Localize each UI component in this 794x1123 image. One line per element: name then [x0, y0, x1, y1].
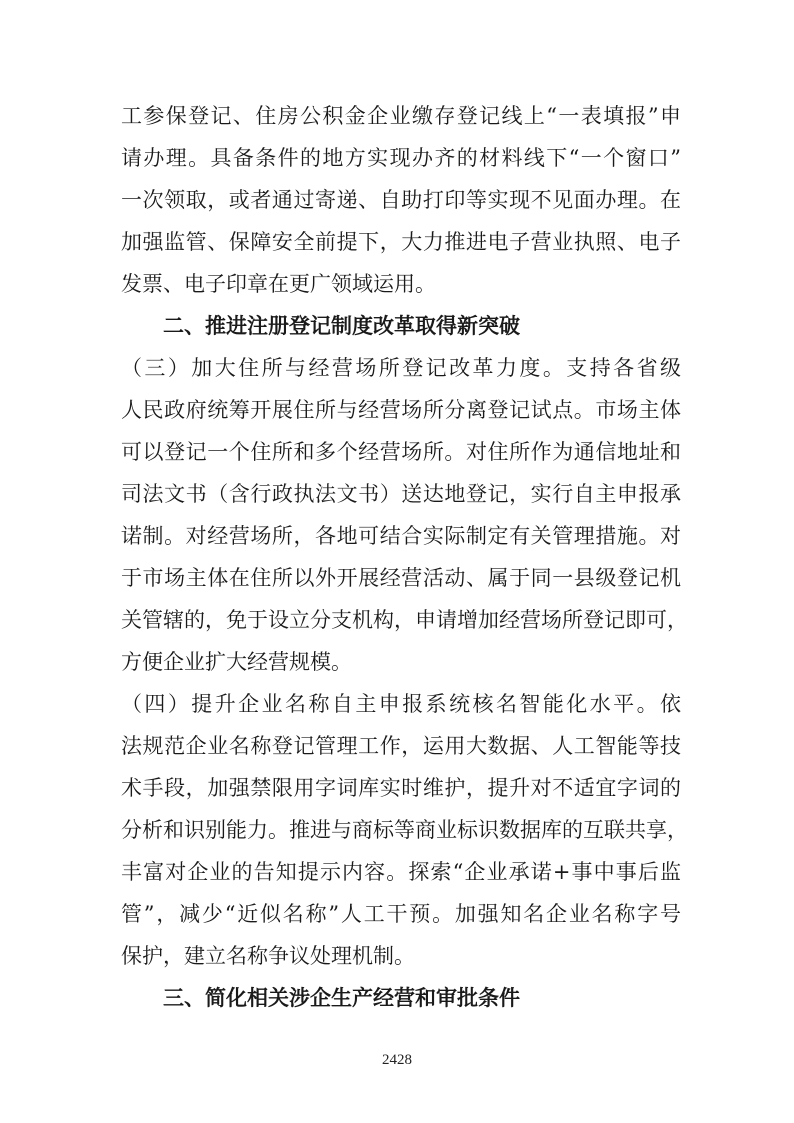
- text-line: 术手段，加强禁限用字词库实时维护，提升对不适宜字词的: [121, 776, 681, 800]
- text-line: 于市场主体在住所以外开展经营活动、属于同一县级登记机: [121, 566, 681, 590]
- text-line: 人民政府统筹开展住所与经营场所分离登记试点。市场主体: [121, 398, 681, 422]
- text-line: 分析和识别能力。推进与商标等商业标识数据库的互联共享，: [121, 818, 688, 842]
- section-heading: 三、简化相关涉企生产经营和审批条件: [163, 986, 520, 1010]
- text-line: 法规范企业名称登记管理工作，运用大数据、人工智能等技: [121, 734, 681, 758]
- text-line: 发票、电子印章在更广领域运用。: [121, 272, 436, 296]
- text-line: （三）加大住所与经营场所登记改革力度。支持各省级: [121, 356, 681, 380]
- text-line: 管”，减少“近似名称”人工干预。加强知名企业名称字号: [121, 902, 681, 926]
- text-line: 可以登记一个住所和多个经营场所。对住所作为通信地址和: [121, 440, 681, 464]
- text-line: 丰富对企业的告知提示内容。探索“企业承诺+事中事后监: [121, 860, 681, 884]
- text-line: 关管辖的，免于设立分支机构，申请增加经营场所登记即可，: [121, 608, 688, 632]
- text-line: 司法文书（含行政执法文书）送达地登记，实行自主申报承: [121, 482, 681, 506]
- text-line: 一次领取，或者通过寄递、自助打印等实现不见面办理。在: [121, 188, 681, 212]
- text-line: 保护，建立名称争议处理机制。: [121, 944, 415, 968]
- text-line: 诺制。对经营场所，各地可结合实际制定有关管理措施。对: [121, 524, 681, 548]
- text-line: 加强监管、保障安全前提下，大力推进电子营业执照、电子: [121, 230, 681, 254]
- page-number: 2428: [382, 1052, 412, 1068]
- text-line: 工参保登记、住房公积金企业缴存登记线上“一表填报”申: [121, 104, 681, 128]
- text-line: （四）提升企业名称自主申报系统核名智能化水平。依: [121, 692, 681, 716]
- section-heading: 二、推进注册登记制度改革取得新突破: [163, 314, 520, 338]
- text-line: 方便企业扩大经营规模。: [121, 650, 352, 674]
- text-line: 请办理。具备条件的地方实现办齐的材料线下“一个窗口”: [121, 146, 681, 170]
